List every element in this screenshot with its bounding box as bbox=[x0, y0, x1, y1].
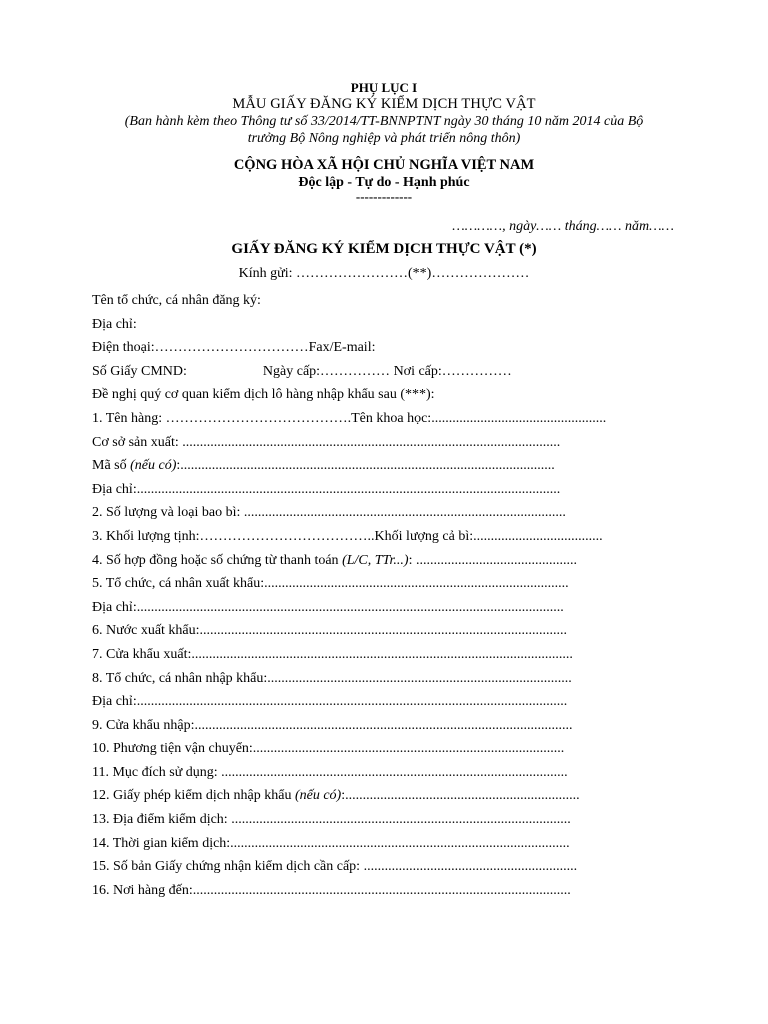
field-id-issue-place: Nơi cấp:…………… bbox=[393, 363, 512, 379]
field-request: Đề nghị quý cơ quan kiểm dịch lô hàng nhập khẩu sau (***): bbox=[92, 387, 435, 403]
field-exporter-address: Địa chỉ:.......................................................................................................................... bbox=[92, 599, 564, 615]
field-12-optional: (nếu có) bbox=[294, 788, 342, 804]
document-title: GIẤY ĐĂNG KÝ KIỂM DỊCH THỰC VẬT (*) bbox=[231, 241, 537, 257]
field-10-transport: 10. Phương tiện vận chuyển:......................................................................................... bbox=[92, 741, 565, 757]
field-9-import-gate: 9. Cửa khẩu nhập:............................................................................................................ bbox=[92, 717, 573, 733]
date-line: …………, ngày…… tháng…… năm…… bbox=[452, 219, 674, 234]
field-6-export-country: 6. Nước xuất khẩu:......................................................................................................... bbox=[92, 623, 568, 639]
field-facility-address: Địa chỉ:......................................................................................................................... bbox=[92, 481, 561, 497]
field-4-contract bbox=[92, 551, 692, 575]
field-code-optional: (nếu có) bbox=[130, 458, 177, 474]
field-7-export-gate: 7. Cửa khẩu xuất:............................................................................................................. bbox=[92, 646, 573, 662]
field-org-name: Tên tổ chức, cá nhân đăng ký: bbox=[92, 293, 261, 308]
field-code-dots: :........................................................................................................... bbox=[176, 458, 555, 474]
field-5-exporter: 5. Tổ chức, cá nhân xuất khẩu:....................................................................................... bbox=[92, 576, 569, 592]
field-phone: Điện thoại:……………………………Fax/E-mail: bbox=[92, 340, 376, 356]
field-2-packaging: 2. Số lượng và loại bao bì: ............................................................................................ bbox=[92, 505, 566, 521]
header-separator: ------------- bbox=[355, 189, 413, 204]
form-name: MẪU GIẤY ĐĂNG KÝ KIỂM DỊCH THỰC VẬT bbox=[232, 96, 536, 112]
document-header bbox=[80, 79, 688, 205]
field-12-permit bbox=[92, 786, 692, 810]
field-address: Địa chỉ: bbox=[92, 316, 137, 332]
field-production-facility: Cơ sở sản xuất: ............................................................................................................ bbox=[92, 434, 561, 450]
field-id-issue-date: Ngày cấp:…………… bbox=[262, 363, 391, 379]
country-name: CỘNG HÒA XÃ HỘI CHỦ NGHĨA VIỆT NAM bbox=[233, 157, 535, 173]
field-id-card bbox=[92, 362, 692, 386]
legal-basis-line-2: trưởng Bộ Nông nghiệp và phát triển nông thôn) bbox=[247, 131, 521, 146]
field-4-dots: : .............................................. bbox=[408, 552, 577, 568]
field-code bbox=[92, 456, 692, 480]
field-12-label: 12. Giấy phép kiểm dịch nhập khẩu bbox=[92, 788, 295, 804]
legal-basis-line-1: (Ban hành kèm theo Thông tư số 33/2014/TT-BNNPTNT ngày 30 tháng 10 năm 2014 của Bộ bbox=[124, 114, 644, 129]
national-motto: Độc lập - Tự do - Hạnh phúc bbox=[298, 175, 470, 190]
field-id-number: Số Giấy CMND: bbox=[92, 363, 187, 379]
field-8-importer: 8. Tổ chức, cá nhân nhập khẩu:....................................................................................... bbox=[92, 670, 572, 686]
field-13-inspection-place: 13. Địa điểm kiểm dịch: ................................................................................................. bbox=[92, 812, 571, 828]
field-4-label: 4. Số hợp đồng hoặc số chứng từ thanh toán bbox=[92, 552, 343, 568]
field-15-certificate-copies: 15. Số bản Giấy chứng nhận kiểm dịch cần cấp: ............................................................. bbox=[92, 859, 578, 875]
field-4-payment-types: (L/C, TTr...) bbox=[342, 552, 409, 568]
field-14-inspection-time: 14. Thời gian kiểm dịch:................................................................................................. bbox=[92, 835, 570, 851]
field-code-label: Mã số bbox=[92, 458, 131, 474]
field-12-dots: :................................................................... bbox=[341, 788, 580, 804]
field-11-purpose: 11. Mục đích sử dụng: ................................................................................................... bbox=[92, 764, 568, 780]
field-3-weight: 3. Khối lượng tịnh:………………………………..Khối lượng cả bì:..................................... bbox=[92, 528, 603, 544]
appendix-title: PHỤ LỤC I bbox=[350, 80, 418, 95]
form-fields bbox=[92, 291, 692, 904]
field-16-destination: 16. Nơi hàng đến:............................................................................................................ bbox=[92, 882, 571, 898]
field-importer-address: Địa chỉ:........................................................................................................................... bbox=[92, 694, 568, 710]
field-1-product-name: 1. Tên hàng: ………………………………….Tên khoa học:.................................................. bbox=[92, 410, 607, 426]
recipient-line: Kính gửi: ……………………(**)………………… bbox=[238, 266, 530, 281]
